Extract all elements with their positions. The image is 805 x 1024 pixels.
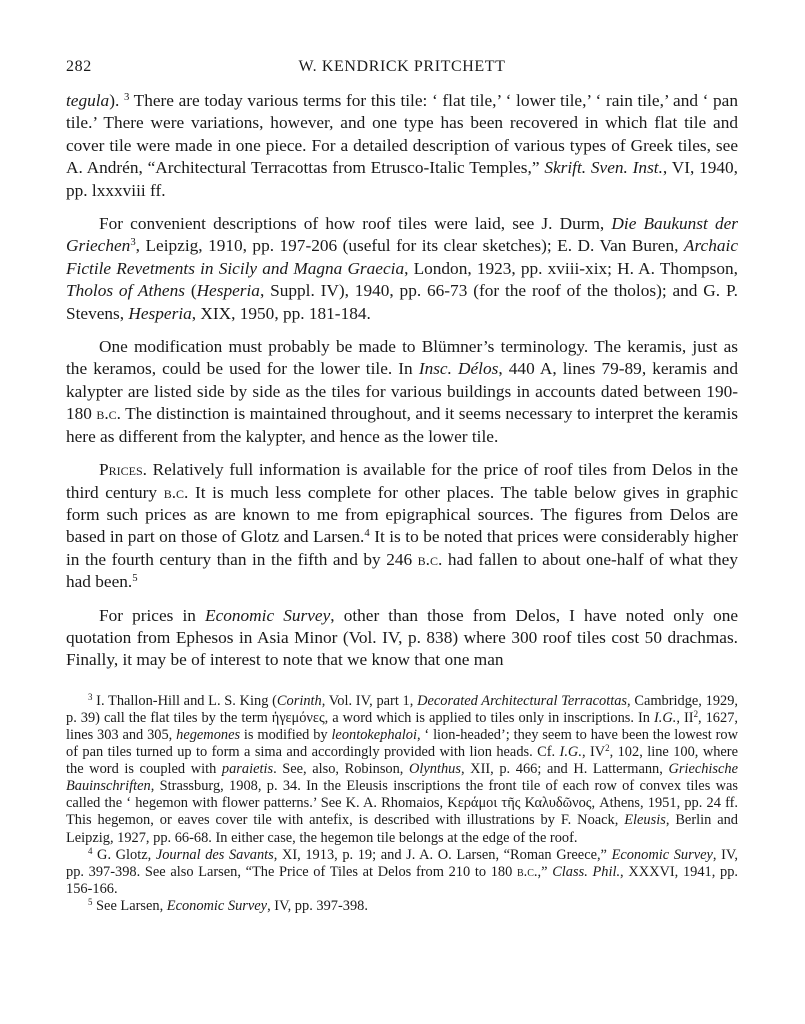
text-run: , IV, pp. 397-398. <box>267 897 368 914</box>
italic-run: Olynthus <box>409 761 461 778</box>
italic-run: Eleusis <box>624 812 666 829</box>
footnote-ref: 5 <box>88 896 93 907</box>
italic-run: Archaic Fictile Revetments in Sicily and Magna Graecia <box>66 236 738 278</box>
italic-run: Class. Phil. <box>552 863 621 880</box>
italic-run: hegemones <box>176 726 241 743</box>
text-run: , 102, line 100, where the word is coupled with <box>66 744 738 778</box>
small-caps-run: b.c. <box>417 549 443 569</box>
footnote-ref: 3 <box>123 91 130 104</box>
text-run: , II <box>676 709 694 726</box>
text-run: ( <box>184 281 197 301</box>
italic-run: Insc. Délos <box>418 359 499 379</box>
text-run: , VI, 1940, pp. lxxxviii ff. <box>66 158 738 200</box>
italic-run: tegula <box>66 91 110 110</box>
italic-run: Tholos of Athens <box>66 281 185 301</box>
text-run: , IV <box>581 744 606 761</box>
text-run: , 1627, lines 303 and 305, <box>66 709 738 743</box>
italic-run: Skrift. Sven. Inst. <box>544 158 663 178</box>
small-caps-run: b.c. <box>516 863 538 880</box>
page-number: 282 <box>66 58 92 75</box>
text-run: had fallen to about one-half of what they had been. <box>66 549 738 592</box>
footnote-ref: 3 <box>130 236 136 249</box>
italic-run: Journal des Savants <box>155 846 274 863</box>
text-run: , Suppl. IV), 1940, pp. 66-73 (for the roof of the tholos); and G. P. Stevens, <box>66 281 738 323</box>
paragraph-prices <box>66 459 738 593</box>
text-run: For prices in <box>99 605 206 625</box>
text-run: , XI, 1913, p. 19; and J. A. O. Larsen, “Roman Greece,” <box>273 846 612 863</box>
footnote-ref: 4 <box>88 845 93 856</box>
text-run: , London, 1923, pp. xviii-xix; H. A. Thompson, <box>404 258 739 278</box>
paragraph-roof-tile-descriptions <box>66 213 738 325</box>
text-run: is modified by <box>240 726 332 743</box>
italic-run: Decorated Architectural Terracottas <box>417 692 628 709</box>
footnote-4 <box>66 847 738 898</box>
running-header <box>66 58 738 80</box>
italic-run: I.G. <box>653 709 677 726</box>
italic-run: I.G. <box>559 744 582 761</box>
text-run: I. Thallon-Hill and L. S. King ( <box>92 692 277 709</box>
text-run: , IV, pp. 397-398. See also Larsen, “The Price of Tiles at Delos from 210 to 180 <box>66 846 739 880</box>
text-run: ,” <box>537 863 553 880</box>
footnote-ref: 3 <box>88 691 93 702</box>
footnote-3 <box>66 693 738 847</box>
footnote-ref: 4 <box>364 527 370 540</box>
text-run: The distinction is maintained throughout, and it seems necessary to interpret the keramis here as different from the kalypter, and hence as the lower tile. <box>66 404 738 446</box>
footnote-ref: 2 <box>605 743 610 754</box>
text-run: ). <box>109 91 124 110</box>
text-run: , XIX, 1950, pp. 181-184. <box>191 303 371 323</box>
small-caps-run: b.c. <box>163 482 189 502</box>
text-run: There are today various terms for this tile: ‘ flat tile,’ ‘ lower tile,’ ‘ rain tile,’ and ‘ pan tile.’ There were variations, however, and one type has been recovered in which flat tile and cover tile were made in one piece. For a detailed description of various types of Greek tiles, see A. Andrén, “Architectural Terracottas from Etrusco-Italic Temples,” <box>66 91 738 178</box>
footnote-ref: 2 <box>693 708 699 719</box>
text-run: , XII, p. 466; and H. Lattermann, <box>460 761 669 778</box>
paragraph-terminology <box>66 336 738 448</box>
small-caps-run: b.c. <box>96 404 121 424</box>
text-run: , Berlin and Leipzig, 1927, pp. 66-68. In either case, the hegemon tile belongs at the edge of the roof. <box>66 812 738 846</box>
italic-run: Corinth <box>276 692 322 709</box>
text-run: , 440 A, lines 79-89, keramis and kalypter are listed side by side as the tiles for various buildings in accounts dated between 190-180 <box>66 359 739 424</box>
text-run: . See, also, Robinson, <box>273 761 410 778</box>
text-run: Relatively full information is available for the price of roof tiles from Delos in the third century <box>66 460 738 502</box>
italic-run: Die Baukunst der Griechen <box>66 214 739 256</box>
text-run: , XXXVI, 1941, pp. 156-166. <box>66 863 738 897</box>
main-text <box>66 90 738 672</box>
small-caps-run: Prices. <box>99 460 147 480</box>
page <box>66 58 738 915</box>
paragraph-continued <box>66 90 738 202</box>
italic-run: Economic Survey <box>611 846 713 863</box>
text-run: , Cambridge, 1929, p. 39) call the flat tiles by the term ἡγεμόνες, a word which is applied to tiles only in inscriptions. In <box>66 692 739 726</box>
italic-run: Hesperia <box>128 303 192 323</box>
text-run: , other than those from Delos, I have noted only one quotation from Ephesos in Asia Minor (Vol. IV, p. 838) where 300 roof tiles cost 50 drachmas. Finally, it may be of interest to note that we know that one man <box>66 605 739 670</box>
italic-run: Griechische Bauinschriften <box>66 761 738 795</box>
text-run: , Vol. IV, part 1, <box>321 692 418 709</box>
italic-run: Economic Survey <box>166 897 268 914</box>
running-title: W. KENDRICK PRITCHETT <box>298 58 506 75</box>
text-run: , Strassburg, 1908, p. 34. In the Eleusis inscriptions the front tile of each row of convex tiles was called the ‘ hegemon with flower patterns.’ See K. A. Rhomaios, Κεράμοι τῆς Καλυδῶνος, Athens, 1951, pp. 24 ff. This hegemon, or eaves cover tile with antefix, is described with illustrations by F. Noack, <box>66 778 738 829</box>
text-run: , ‘ lion-headed’; they seem to have been the lowest row of pan tiles turned up to form a sima and accordingly provided with lion heads. Cf. <box>66 726 738 761</box>
footnotes <box>66 693 738 915</box>
text-run: One modification must probably be made to Blümner’s terminology. The keramis, just as the keramos, could be used for the lower tile. In <box>66 337 738 379</box>
text-run: It is much less complete for other places. The table below gives in graphic form such prices as are known to me from epigraphical sources. The figures from Delos are based in part on those of Glotz and Larsen. <box>66 482 738 547</box>
italic-run: leontokephaloi <box>331 726 417 743</box>
italic-run: Economic Survey <box>205 605 331 625</box>
italic-run: paraietis <box>221 761 274 778</box>
text-run: G. Glotz, <box>92 846 156 863</box>
text-run: , Leipzig, 1910, pp. 197-206 (useful for its clear sketches); E. D. Van Buren, <box>135 236 684 256</box>
paragraph-economic-survey <box>66 605 738 672</box>
footnote-ref: 5 <box>132 572 138 585</box>
footnote-5 <box>66 898 738 915</box>
text-run: It is to be noted that prices were considerably higher in the fourth century than in the fifth and by 246 <box>66 527 738 569</box>
text-run: For convenient descriptions of how roof tiles were laid, see J. Durm, <box>99 214 612 234</box>
text-run: See Larsen, <box>92 897 167 914</box>
italic-run: Hesperia <box>196 281 260 301</box>
